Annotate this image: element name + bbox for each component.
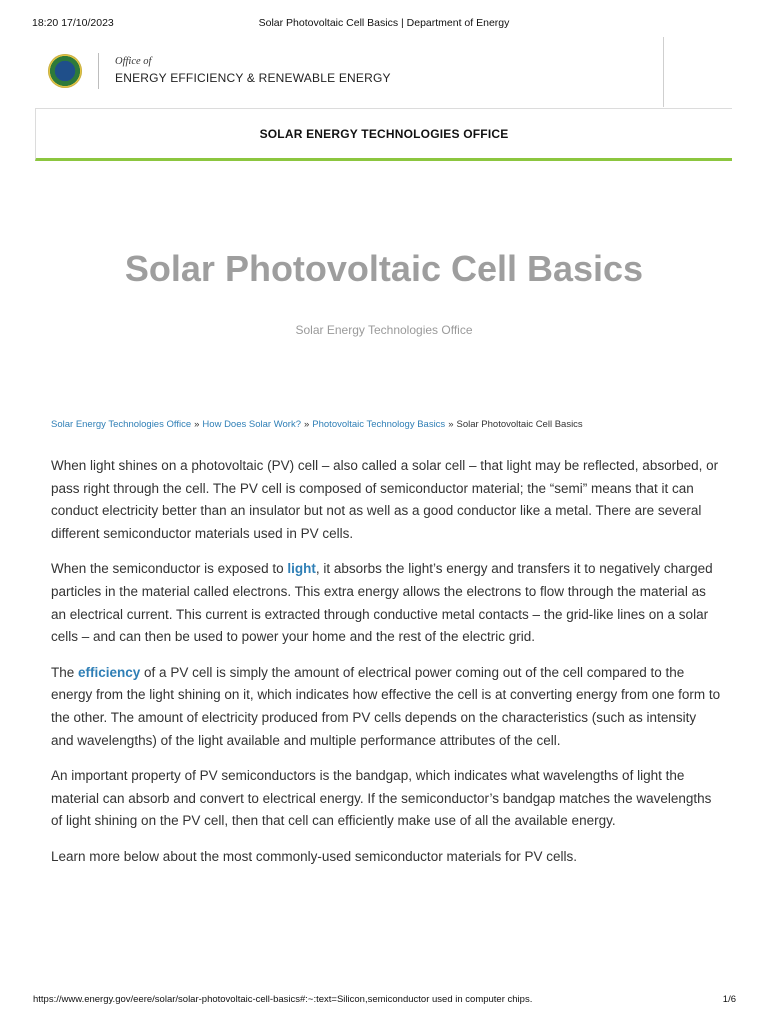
print-timestamp: 18:20 17/10/2023 (32, 17, 114, 29)
breadcrumb-link-pv-basics[interactable]: Photovoltaic Technology Basics (312, 419, 446, 430)
paragraph-light (51, 558, 721, 648)
paragraph-text: , it absorbs the light’s energy and transfers it to negatively charged particles in the material called electrons. This extra energy allows the electrons to flow through the material as an electrical current. This current is extracted through conductive metal contacts – the grid-like lines on a solar cells – and can then be used to power your home and the rest of the electric grid. (51, 561, 713, 645)
breadcrumb-link-solar-office[interactable]: Solar Energy Technologies Office (51, 419, 192, 430)
page-subtitle: Solar Energy Technologies Office (295, 323, 473, 337)
page-title: Solar Photovoltaic Cell Basics (124, 248, 644, 289)
office-name-link[interactable]: ENERGY EFFICIENCY & RENEWABLE ENERGY (115, 71, 391, 85)
article-body (51, 455, 721, 882)
doe-seal-icon[interactable] (48, 54, 82, 88)
paragraph-text: The (51, 664, 79, 680)
masthead (48, 50, 738, 95)
print-document-title: Solar Photovoltaic Cell Basics | Department of Energy (258, 17, 510, 29)
light-link[interactable]: light (287, 561, 316, 577)
paragraph-intro: When light shines on a photovoltaic (PV) cell – also called a solar cell – that light may be reflected, absorbed, or pass right through the cell. The PV cell is composed of semiconductor material; the “semi” means that it can conduct electricity better than an insulator but not as well as a good conductor like a metal. There are several different semiconductor materials used in PV cells. (51, 458, 719, 541)
print-footer (0, 994, 768, 1008)
breadcrumb-link-how-solar-works[interactable]: How Does Solar Work? (202, 419, 301, 430)
masthead-vertical-rule (663, 37, 664, 107)
paragraph-bandgap: An important property of PV semiconductors is the bandgap, which indicates what wavelengths of light the material can absorb and convert to electrical energy. If the semiconductor’s bandgap matches the wavelengths of light shining on the PV cell, then that cell can efficiently make use of all the available energy. (51, 768, 712, 829)
paragraph-efficiency (51, 662, 721, 752)
breadcrumb (51, 419, 741, 430)
paragraph-learn-more: Learn more below about the most commonly-used semiconductor materials for PV cells. (51, 848, 577, 864)
breadcrumb-separator: » (448, 419, 454, 430)
office-bar-title-link[interactable]: SOLAR ENERGY TECHNOLOGIES OFFICE (259, 127, 509, 141)
office-of-label: Office of (115, 56, 152, 67)
efficiency-link[interactable]: efficiency (78, 664, 141, 680)
print-page-number: 1/6 (722, 994, 736, 1005)
print-url: https://www.energy.gov/eere/solar/solar-photovoltaic-cell-basics#:~:text=Silicon,semiconductor used in computer chips. (33, 994, 533, 1005)
breadcrumb-separator: » (194, 419, 200, 430)
office-bar (35, 108, 732, 161)
breadcrumb-current: Solar Photovoltaic Cell Basics (456, 419, 583, 430)
print-header (0, 17, 768, 31)
paragraph-text: When the semiconductor is exposed to (51, 561, 288, 577)
masthead-divider (98, 53, 99, 89)
breadcrumb-separator: » (303, 419, 310, 430)
paragraph-text: of a PV cell is simply the amount of electrical power coming out of the cell compared to the energy from the light shining on it, which indicates how effective the cell is at converting energy from one form to the other. The amount of electricity produced from PV cells depends on the characteristics (such as intensity and wavelengths) of the light available and multiple performance attributes of the cell. (51, 664, 721, 748)
